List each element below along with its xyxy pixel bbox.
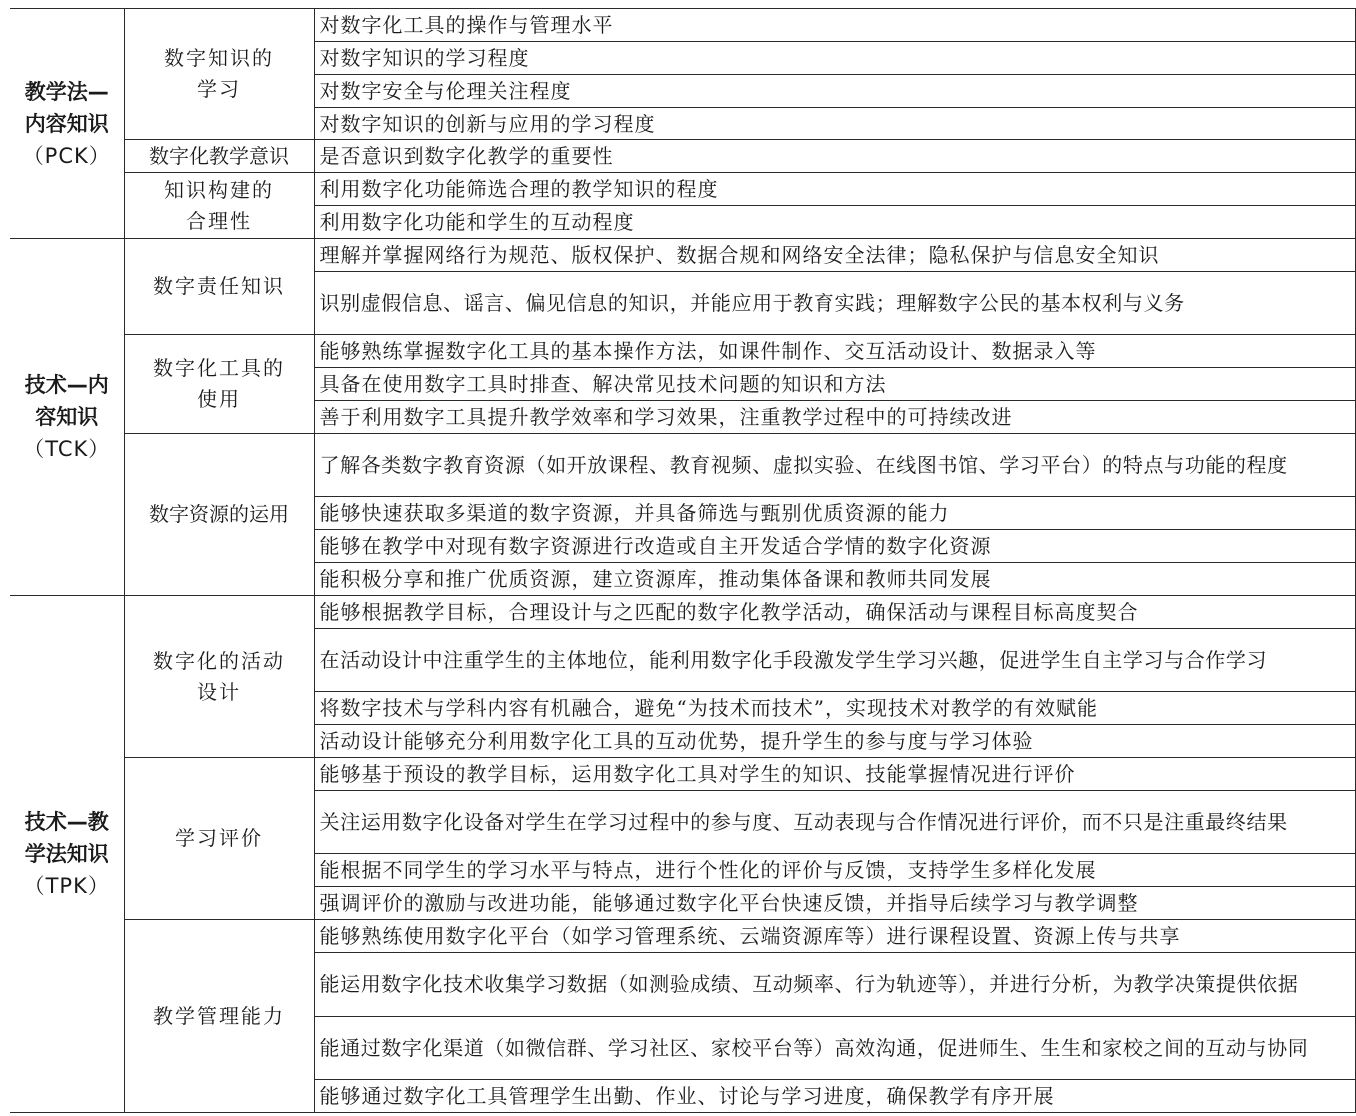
sub-dimension-title-line: 数字资源的运用 <box>149 501 289 526</box>
indicator-cell: 能够基于预设的教学目标，运用数字化工具对学生的知识、技能掌握情况进行评价 <box>314 758 1355 791</box>
dimension-title-line: 学法知识 <box>24 842 109 867</box>
rubric-frame <box>10 8 1355 1113</box>
sub-dimension-cell <box>124 920 314 1113</box>
sub-dimension-cell <box>124 758 314 920</box>
sub-dimension-title-line: 数字责任知识 <box>153 274 285 299</box>
indicator-cell: 利用数字化功能筛选合理的教学知识的程度 <box>314 173 1355 206</box>
sub-dimension-title-line: 知识构建的 <box>164 177 274 202</box>
indicator-cell: 对数字化工具的操作与管理水平 <box>314 9 1355 42</box>
table-row <box>10 9 1355 42</box>
indicator-cell: 能够熟练使用数字化平台（如学习管理系统、云端资源库等）进行课程设置、资源上传与共享 <box>314 920 1355 953</box>
indicator-cell: 对数字知识的创新与应用的学习程度 <box>314 107 1355 140</box>
sub-dimension-title-line: 学习 <box>197 77 241 102</box>
dimension-abbreviation: （TCK） <box>23 437 111 462</box>
table-row <box>10 335 1355 368</box>
sub-dimension-cell <box>124 239 314 335</box>
indicator-cell: 能够根据教学目标，合理设计与之匹配的数字化教学活动，确保活动与课程目标高度契合 <box>314 596 1355 629</box>
indicator-cell: 能够通过数字化工具管理学生出勤、作业、讨论与学习进度，确保教学有序开展 <box>314 1080 1355 1113</box>
rubric-table <box>10 8 1356 1113</box>
table-row <box>10 173 1355 206</box>
dimension-cell <box>10 239 124 596</box>
sub-dimension-title-line: 数字化工具的 <box>153 356 285 381</box>
dimension-title-line: 教学法— <box>24 79 109 104</box>
indicator-cell: 对数字安全与伦理关注程度 <box>314 74 1355 107</box>
indicator-cell: 强调评价的激励与改进功能，能够通过数字化平台快速反馈，并指导后续学习与教学调整 <box>314 887 1355 920</box>
dimension-title-line: 内容知识 <box>24 111 109 136</box>
indicator-cell: 具备在使用数字工具时排查、解决常见技术问题的知识和方法 <box>314 368 1355 401</box>
indicator-cell: 能积极分享和推广优质资源，建立资源库，推动集体备课和教师共同发展 <box>314 563 1355 596</box>
sub-dimension-title-line: 数字化教学意识 <box>149 143 289 168</box>
indicator-cell: 活动设计能够充分利用数字化工具的互动优势，提升学生的参与度与学习体验 <box>314 725 1355 758</box>
indicator-cell: 能够在教学中对现有数字资源进行改造或自主开发适合学情的数字化资源 <box>314 530 1355 563</box>
indicator-cell: 将数字技术与学科内容有机融合，避免“为技术而技术”，实现技术对教学的有效赋能 <box>314 692 1355 725</box>
sub-dimension-title-line: 教学管理能力 <box>153 1003 285 1028</box>
indicator-cell: 能根据不同学生的学习水平与特点，进行个性化的评价与反馈，支持学生多样化发展 <box>314 854 1355 887</box>
sub-dimension-title-line: 使用 <box>197 387 241 412</box>
dimension-title-line: 技术—教 <box>24 810 109 835</box>
indicator-cell: 能运用数字化技术收集学习数据（如测验成绩、互动频率、行为轨迹等），并进行分析，为教学决策提供依据 <box>314 953 1355 1017</box>
table-row <box>10 758 1355 791</box>
sub-dimension-title-line: 设计 <box>197 679 241 704</box>
sub-dimension-cell <box>124 335 314 434</box>
dimension-cell <box>10 9 124 239</box>
sub-dimension-cell <box>124 433 314 595</box>
sub-dimension-title-line: 学习评价 <box>175 826 263 851</box>
indicator-cell: 善于利用数字工具提升教学效率和学习效果，注重教学过程中的可持续改进 <box>314 401 1355 434</box>
sub-dimension-title-line: 数字知识的 <box>164 46 274 71</box>
sub-dimension-cell <box>124 596 314 758</box>
sub-dimension-title-line: 合理性 <box>186 208 252 233</box>
indicator-cell: 识别虚假信息、谣言、偏见信息的知识，并能应用于教育实践；理解数字公民的基本权利与义务 <box>314 271 1355 335</box>
dimension-abbreviation: （PCK） <box>22 143 111 168</box>
indicator-cell: 能够快速获取多渠道的数字资源，并具备筛选与甄别优质资源的能力 <box>314 497 1355 530</box>
indicator-cell: 关注运用数字化设备对学生在学习过程中的参与度、互动表现与合作情况进行评价，而不只是注重最终结果 <box>314 790 1355 854</box>
dimension-abbreviation: （TPK） <box>23 874 110 899</box>
indicator-cell: 对数字知识的学习程度 <box>314 41 1355 74</box>
rubric-body <box>10 9 1355 1113</box>
sub-dimension-title-line: 数字化的活动 <box>153 648 285 673</box>
indicator-cell: 能通过数字化渠道（如微信群、学习社区、家校平台等）高效沟通，促进师生、生生和家校之间的互动与协同 <box>314 1016 1355 1080</box>
table-row <box>10 920 1355 953</box>
dimension-cell <box>10 596 124 1113</box>
dimension-title-line: 技术—内 <box>24 373 109 398</box>
sub-dimension-cell <box>124 173 314 239</box>
indicator-cell: 了解各类数字教育资源（如开放课程、教育视频、虚拟实验、在线图书馆、学习平台）的特点与功能的程度 <box>314 433 1355 497</box>
indicator-cell: 能够熟练掌握数字化工具的基本操作方法，如课件制作、交互活动设计、数据录入等 <box>314 335 1355 368</box>
sub-dimension-cell <box>124 140 314 173</box>
indicator-cell: 理解并掌握网络行为规范、版权保护、数据合规和网络安全法律；隐私保护与信息安全知识 <box>314 239 1355 272</box>
sub-dimension-cell <box>124 9 314 140</box>
table-row <box>10 596 1355 629</box>
indicator-cell: 在活动设计中注重学生的主体地位，能利用数字化手段激发学生学习兴趣，促进学生自主学习与合作学习 <box>314 628 1355 692</box>
indicator-cell: 是否意识到数字化教学的重要性 <box>314 140 1355 173</box>
indicator-cell: 利用数字化功能和学生的互动程度 <box>314 206 1355 239</box>
dimension-title-line: 容知识 <box>35 405 99 430</box>
table-row <box>10 140 1355 173</box>
table-row <box>10 239 1355 272</box>
table-row <box>10 433 1355 497</box>
